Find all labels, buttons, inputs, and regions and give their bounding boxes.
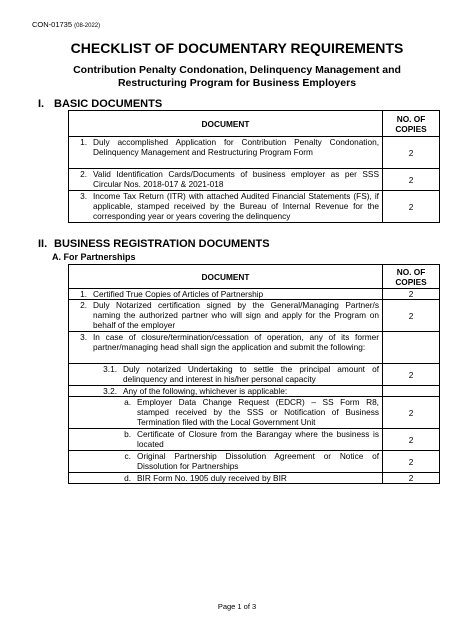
section-heading-basic-documents — [38, 98, 162, 110]
copies-cell: 2 — [383, 300, 440, 332]
document-cell — [69, 364, 383, 386]
copies-cell: 2 — [383, 191, 440, 223]
section-heading-business-registration — [38, 238, 270, 250]
table-row — [69, 300, 440, 332]
section-number: I. — [38, 98, 45, 110]
item-text: Original Partnership Dissolution Agreement or Notice of Dissolution for Partnerships — [137, 451, 379, 471]
document-cell — [69, 397, 383, 429]
subtitle-line-1: Contribution Penalty Condonation, Delinquency Management and — [73, 64, 401, 76]
item-number: 3. — [80, 191, 87, 201]
table-row — [69, 169, 440, 191]
item-number: 2. — [80, 300, 87, 310]
document-cell — [69, 169, 383, 191]
item-number: 3.1. — [103, 364, 117, 374]
column-header-document: DOCUMENT — [69, 111, 383, 137]
item-letter: c. — [124, 451, 131, 461]
item-number: 1. — [80, 137, 87, 147]
item-letter: a. — [124, 397, 131, 407]
table-row — [69, 191, 440, 223]
item-number: 3.2. — [103, 386, 117, 396]
table-row — [69, 364, 440, 386]
form-code — [32, 20, 100, 29]
table-row — [69, 332, 440, 364]
table-row — [69, 137, 440, 169]
copies-header-line-1: NO. OF — [396, 266, 426, 277]
item-text: Duly notarized Undertaking to settle the principal amount of delinquency and interest in his/her personal capacity — [123, 364, 379, 384]
item-text: Duly accomplished Application for Contribution Penalty Condonation, Delinquency Management and Restructuring Program Form — [93, 137, 379, 157]
copies-cell: 2 — [383, 289, 440, 300]
form-number: CON-01735 — [32, 20, 73, 29]
copies-cell: 2 — [383, 429, 440, 451]
partnership-documents-table — [68, 264, 440, 484]
column-header-copies — [383, 265, 440, 289]
document-title: CHECKLIST OF DOCUMENTARY REQUIREMENTS — [70, 40, 404, 56]
form-revision-date: (08-2022) — [74, 23, 101, 29]
page-number: Page 1 of 3 — [217, 602, 257, 611]
document-cell — [69, 473, 383, 484]
copies-header-line-1: NO. OF — [396, 113, 426, 124]
document-cell — [69, 386, 383, 397]
document-cell — [69, 429, 383, 451]
subsection-title: For Partnerships — [63, 252, 136, 262]
item-text: Valid Identification Cards/Documents of business employer as per SSS Circular Nos. 2018-017 & 2021-018 — [93, 169, 379, 189]
copies-cell — [383, 332, 440, 364]
document-cell — [69, 191, 383, 223]
item-text: Duly Notarized certification signed by the General/Managing Partner/s naming the authorized partner who will sign and apply for the Program on behalf of the employer — [93, 300, 379, 330]
copies-cell: 2 — [383, 364, 440, 386]
copies-cell — [383, 386, 440, 397]
section-title: BASIC DOCUMENTS — [54, 98, 163, 110]
copies-cell: 2 — [383, 451, 440, 473]
copies-cell: 2 — [383, 137, 440, 169]
item-number: 1. — [80, 289, 87, 299]
table-row — [69, 386, 440, 397]
item-letter: b. — [124, 429, 131, 439]
document-subtitle — [40, 64, 434, 90]
item-text: Employer Data Change Request (EDCR) – SS Form R8, stamped received by the SSS or Notification of Business Termination filed with the Local Government Unit — [137, 397, 379, 427]
basic-documents-table — [68, 110, 440, 223]
item-number: 2. — [80, 169, 87, 179]
document-cell — [69, 137, 383, 169]
item-text: Certificate of Closure from the Barangay where the business is located — [137, 429, 379, 449]
copies-cell: 2 — [383, 473, 440, 484]
document-cell — [69, 300, 383, 332]
document-cell — [69, 451, 383, 473]
section-number: II. — [38, 238, 48, 250]
subsection-heading-partnerships — [52, 252, 136, 262]
table-row — [69, 451, 440, 473]
column-header-document: DOCUMENT — [69, 265, 383, 289]
item-text: Any of the following, whichever is applicable: — [123, 386, 288, 396]
table-row — [69, 473, 440, 484]
table-header-row — [69, 265, 440, 289]
section-title: BUSINESS REGISTRATION DOCUMENTS — [54, 238, 270, 250]
copies-header-line-2: COPIES — [395, 276, 427, 287]
item-letter: d. — [124, 473, 131, 483]
item-number: 3. — [80, 332, 87, 342]
document-cell — [69, 332, 383, 364]
document-cell — [69, 289, 383, 300]
item-text: BIR Form No. 1905 duly received by BIR — [137, 473, 287, 483]
table-header-row — [69, 111, 440, 137]
copies-header-line-2: COPIES — [395, 123, 427, 134]
copies-cell: 2 — [383, 169, 440, 191]
item-text: Income Tax Return (ITR) with attached Audited Financial Statements (FS), if applicable, stamped received by the Bureau of Internal Revenue for the corresponding year or years covering the delinquency — [93, 191, 379, 221]
table-row — [69, 397, 440, 429]
item-text: In case of closure/termination/cessation of operation, any of its former partner/managing head shall sign the application and submit the following: — [93, 332, 379, 352]
item-text: Certified True Copies of Articles of Partnership — [93, 289, 264, 299]
copies-cell: 2 — [383, 397, 440, 429]
column-header-copies — [383, 111, 440, 137]
table-row — [69, 289, 440, 300]
table-row — [69, 429, 440, 451]
subtitle-line-2: Restructuring Program for Business Employers — [117, 77, 357, 89]
subsection-letter: A. — [52, 252, 61, 262]
